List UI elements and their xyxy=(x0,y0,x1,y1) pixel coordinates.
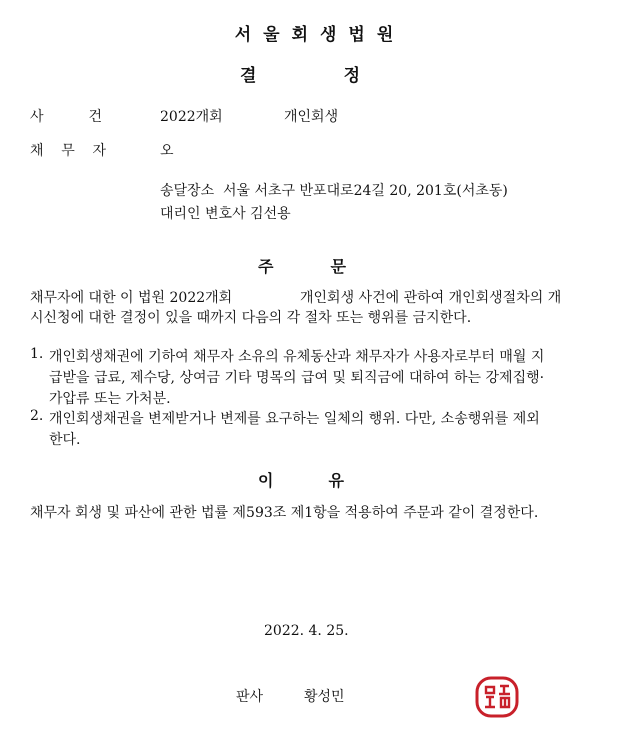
court-name: 서울회생법원 xyxy=(234,25,406,45)
judge-title: 판사 xyxy=(236,689,264,705)
decision-date: 2022. 4. 25. xyxy=(264,623,349,639)
order-intro-line2: 시신청에 대한 결정이 있을 때까지 다음의 각 절차 또는 행위를 금지한다. xyxy=(30,310,472,326)
order-heading: 주 문 xyxy=(258,257,346,276)
reason-heading: 이 유 xyxy=(258,471,344,490)
order-item-number: 2. xyxy=(30,408,44,424)
document-title xyxy=(240,61,360,86)
order-intro-line1: 채무자에 대한 이 법원 2022개회 xyxy=(30,290,233,306)
order-item-line: 개인회생채권에 기하여 채무자 소유의 유체동산과 채무자가 사용자로부터 매월 지 xyxy=(49,349,545,365)
case-number: 2022개회 xyxy=(160,109,223,125)
case-name: 개인회생 xyxy=(284,109,339,125)
order-item-line: 급받을 급료, 제수당, 상여금 기타 명목의 급여 및 퇴직금에 대하여 하는 강제집행· xyxy=(49,370,545,386)
debtor-label: 채 무 자 xyxy=(30,143,106,159)
document-title-char: 결 xyxy=(240,66,257,86)
order-item-line: 한다. xyxy=(49,432,81,448)
debtor-agent: 대리인 변호사 김선용 xyxy=(160,206,291,222)
judge-name: 황성민 xyxy=(304,689,345,705)
reason-text: 채무자 회생 및 파산에 관한 법률 제593조 제1항을 적용하여 주문과 같이 결정한다. xyxy=(30,505,539,521)
order-intro-line1b: 개인회생 사건에 관하여 개인회생절차의 개 xyxy=(300,290,562,306)
debtor-address: 송달장소 서울 서초구 반포대로24길 20, 201호(서초동) xyxy=(160,183,508,199)
order-item-line: 개인회생채권을 변제받거나 변제를 요구하는 일체의 행위. 다만, 소송행위를 제외 xyxy=(49,411,540,427)
judge-seal-icon xyxy=(474,675,520,719)
order-item-line: 가압류 또는 가처분. xyxy=(49,391,171,407)
order-item-number: 1. xyxy=(30,346,44,362)
document-title-char: 정 xyxy=(343,66,360,86)
case-label: 사 건 xyxy=(30,109,102,125)
debtor-name: 오 xyxy=(160,143,174,159)
